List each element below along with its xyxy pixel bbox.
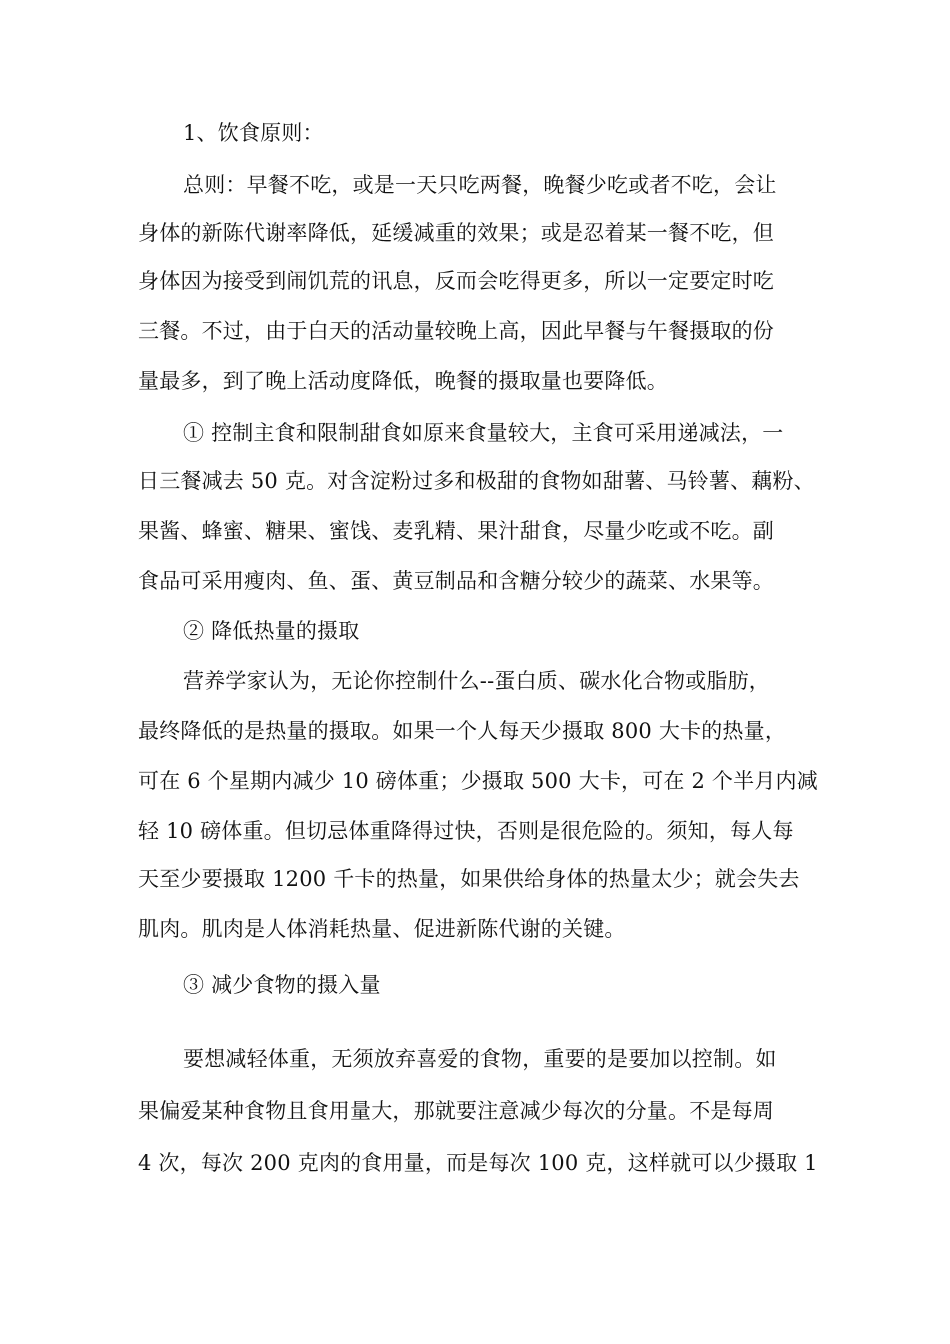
subsection-heading: ③ 减少食物的摄入量	[183, 973, 381, 997]
paragraph-line: 可在 6 个星期内减少 10 磅体重；少摄取 500 大卡，可在 2 个半月内减	[138, 769, 818, 793]
subsection-heading: ② 降低热量的摄取	[183, 619, 360, 643]
paragraph-line: 4 次，每次 200 克肉的食用量，而是每次 100 克，这样就可以少摄取 1	[138, 1151, 818, 1175]
paragraph-line: 要想减轻体重，无须放弃喜爱的食物，重要的是要加以控制。如	[183, 1047, 777, 1071]
paragraph-line: 身体的新陈代谢率降低，延缓减重的效果；或是忍着某一餐不吃，但	[138, 221, 774, 245]
paragraph-line: 果偏爱某种食物且食用量大，那就要注意减少每次的分量。不是每周	[138, 1099, 774, 1123]
paragraph-line: 三餐。不过，由于白天的活动量较晚上高，因此早餐与午餐摄取的份	[138, 319, 774, 343]
paragraph-line: 轻 10 磅体重。但切忌体重降得过快，否则是很危险的。须知，每人每	[138, 819, 794, 843]
paragraph-line: 天至少要摄取 1200 千卡的热量，如果供给身体的热量太少；就会失去	[138, 867, 800, 891]
paragraph-line: 身体因为接受到闹饥荒的讯息，反而会吃得更多，所以一定要定时吃	[138, 269, 774, 293]
paragraph-line: 总则：早餐不吃，或是一天只吃两餐，晚餐少吃或者不吃，会让	[183, 173, 777, 197]
paragraph-line: 果酱、蜂蜜、糖果、蜜饯、麦乳精、果汁甜食，尽量少吃或不吃。副	[138, 519, 774, 543]
paragraph-line: 日三餐减去 50 克。对含淀粉过多和极甜的食物如甜薯、马铃薯、藕粉、	[138, 469, 815, 493]
section-heading: 1、饮食原则：	[183, 121, 324, 145]
paragraph-line: 食品可采用瘦肉、鱼、蛋、黄豆制品和含糖分较少的蔬菜、水果等。	[138, 569, 774, 593]
paragraph-line: 营养学家认为，无论你控制什么--蛋白质、碳水化合物或脂肪，	[183, 669, 770, 693]
paragraph-line: 肌肉。肌肉是人体消耗热量、促进新陈代谢的关键。	[138, 917, 626, 941]
paragraph-line: 量最多，到了晚上活动度降低，晚餐的摄取量也要降低。	[138, 369, 668, 393]
subsection-heading: ① 控制主食和限制甜食如原来食量较大，主食可采用递减法，一	[183, 421, 784, 445]
paragraph-line: 最终降低的是热量的摄取。如果一个人每天少摄取 800 大卡的热量，	[138, 719, 787, 743]
